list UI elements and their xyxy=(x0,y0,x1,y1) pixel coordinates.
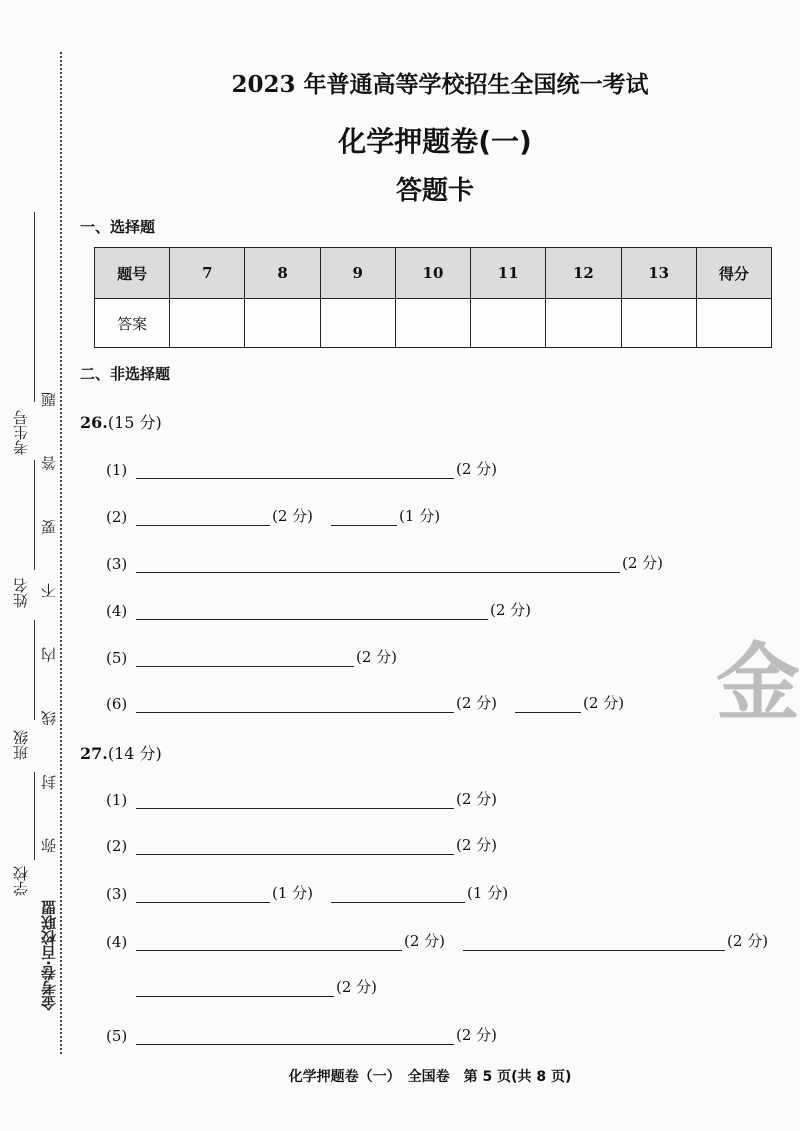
q26-item-6 xyxy=(106,692,624,713)
q26-item-3 xyxy=(106,552,663,573)
question-number: 11 xyxy=(471,248,546,299)
answer-blank[interactable] xyxy=(136,464,454,479)
item-points: (2 分) xyxy=(404,932,446,950)
id-underline xyxy=(34,212,35,402)
question-number: 8 xyxy=(245,248,320,299)
item-points: (2 分) xyxy=(356,648,398,666)
question-number: 13 xyxy=(621,248,696,299)
answer-blank[interactable] xyxy=(136,936,402,951)
item-points: (1 分) xyxy=(272,884,314,902)
q27-score: (14 分) xyxy=(107,744,162,763)
question-number: 12 xyxy=(546,248,621,299)
q27-label: 27. xyxy=(80,744,108,763)
seal-warning-text: 弥 封 线 内 不 要 答 题 xyxy=(40,370,58,854)
answer-blank[interactable] xyxy=(136,888,270,903)
item-points: (2 分) xyxy=(622,554,664,572)
item-number: (2) xyxy=(106,508,128,526)
item-points: (2 分) xyxy=(456,460,498,478)
q26-item-2 xyxy=(106,505,440,526)
answer-blank[interactable] xyxy=(136,1030,454,1045)
row-answer-label: 答案 xyxy=(95,299,170,348)
school-label: 学校 xyxy=(12,866,30,896)
table-answer-row xyxy=(95,299,772,348)
q27-item-3 xyxy=(106,882,508,903)
name-underline xyxy=(34,460,35,570)
exam-title: 2023 年普通高等学校招生全国统一考试 xyxy=(231,71,649,98)
q27-item-2 xyxy=(106,834,497,855)
section2-title: 二、非选择题 xyxy=(80,365,171,383)
item-number: (6) xyxy=(106,695,128,713)
school-underline xyxy=(34,772,35,860)
id-label: 考生号 xyxy=(12,410,30,455)
question-number: 9 xyxy=(320,248,395,299)
item-points: (2 分) xyxy=(272,507,314,525)
q26-item-5 xyxy=(106,646,397,667)
q27-header xyxy=(80,741,162,764)
answer-blank[interactable] xyxy=(136,558,620,573)
answer-cell[interactable] xyxy=(170,299,245,348)
q27-item-5 xyxy=(106,1024,497,1045)
answer-blank[interactable] xyxy=(136,605,488,620)
question-number: 10 xyxy=(395,248,470,299)
item-number: (5) xyxy=(106,649,128,667)
answer-blank[interactable] xyxy=(515,698,581,713)
item-points: (2 分) xyxy=(336,978,378,996)
answer-blank[interactable] xyxy=(136,982,334,997)
answer-blank[interactable] xyxy=(331,888,465,903)
q27-item-1 xyxy=(106,788,497,809)
item-number: (4) xyxy=(106,933,128,951)
class-underline xyxy=(34,620,35,720)
item-points: (2 分) xyxy=(727,932,769,950)
answer-blank[interactable] xyxy=(136,840,454,855)
paper-title: 化学押题卷(一) xyxy=(338,125,532,158)
q27-item-4 xyxy=(106,930,768,951)
page-footer: 化学押题卷（一） 全国卷 第 5 页(共 8 页) xyxy=(288,1069,572,1085)
item-number: (1) xyxy=(106,791,128,809)
answer-blank[interactable] xyxy=(463,936,725,951)
item-number: (4) xyxy=(106,602,128,620)
q26-item-1 xyxy=(106,458,497,479)
item-number: (3) xyxy=(106,885,128,903)
score-label: 得分 xyxy=(696,248,771,299)
row-header-label: 题号 xyxy=(95,248,170,299)
answer-blank[interactable] xyxy=(136,698,454,713)
q26-item-4 xyxy=(106,599,531,620)
answer-cell[interactable] xyxy=(245,299,320,348)
item-number: (2) xyxy=(106,837,128,855)
q26-label: 26. xyxy=(80,413,108,432)
item-points: (2 分) xyxy=(456,694,498,712)
answer-cell[interactable] xyxy=(395,299,470,348)
item-number: (1) xyxy=(106,461,128,479)
answer-blank[interactable] xyxy=(331,511,397,526)
answer-blank[interactable] xyxy=(136,652,354,667)
section1-title: 一、选择题 xyxy=(80,218,156,236)
item-number: (3) xyxy=(106,555,128,573)
item-points: (2 分) xyxy=(583,694,625,712)
answer-cell[interactable] xyxy=(320,299,395,348)
answer-blank[interactable] xyxy=(136,794,454,809)
q27-item-4-cont xyxy=(136,976,377,997)
brand-label: 金考卷·百校联盟 xyxy=(40,900,58,1011)
class-label: 班级 xyxy=(12,730,30,760)
name-label: 姓名 xyxy=(12,578,30,608)
answer-cell[interactable] xyxy=(621,299,696,348)
item-points: (1 分) xyxy=(467,884,509,902)
item-points: (1 分) xyxy=(399,507,441,525)
answer-blank[interactable] xyxy=(136,511,270,526)
answer-table xyxy=(94,247,772,348)
item-number: (5) xyxy=(106,1027,128,1045)
item-points: (2 分) xyxy=(490,601,532,619)
item-points: (2 分) xyxy=(456,836,498,854)
q26-header xyxy=(80,410,162,433)
answer-cell[interactable] xyxy=(546,299,621,348)
table-header-row xyxy=(95,248,772,299)
brand-watermark: 金 xyxy=(716,634,800,732)
question-number: 7 xyxy=(170,248,245,299)
score-cell[interactable] xyxy=(696,299,771,348)
card-title: 答题卡 xyxy=(395,176,474,206)
item-points: (2 分) xyxy=(456,1026,498,1044)
item-points: (2 分) xyxy=(456,790,498,808)
answer-cell[interactable] xyxy=(471,299,546,348)
q26-score: (15 分) xyxy=(107,413,162,432)
